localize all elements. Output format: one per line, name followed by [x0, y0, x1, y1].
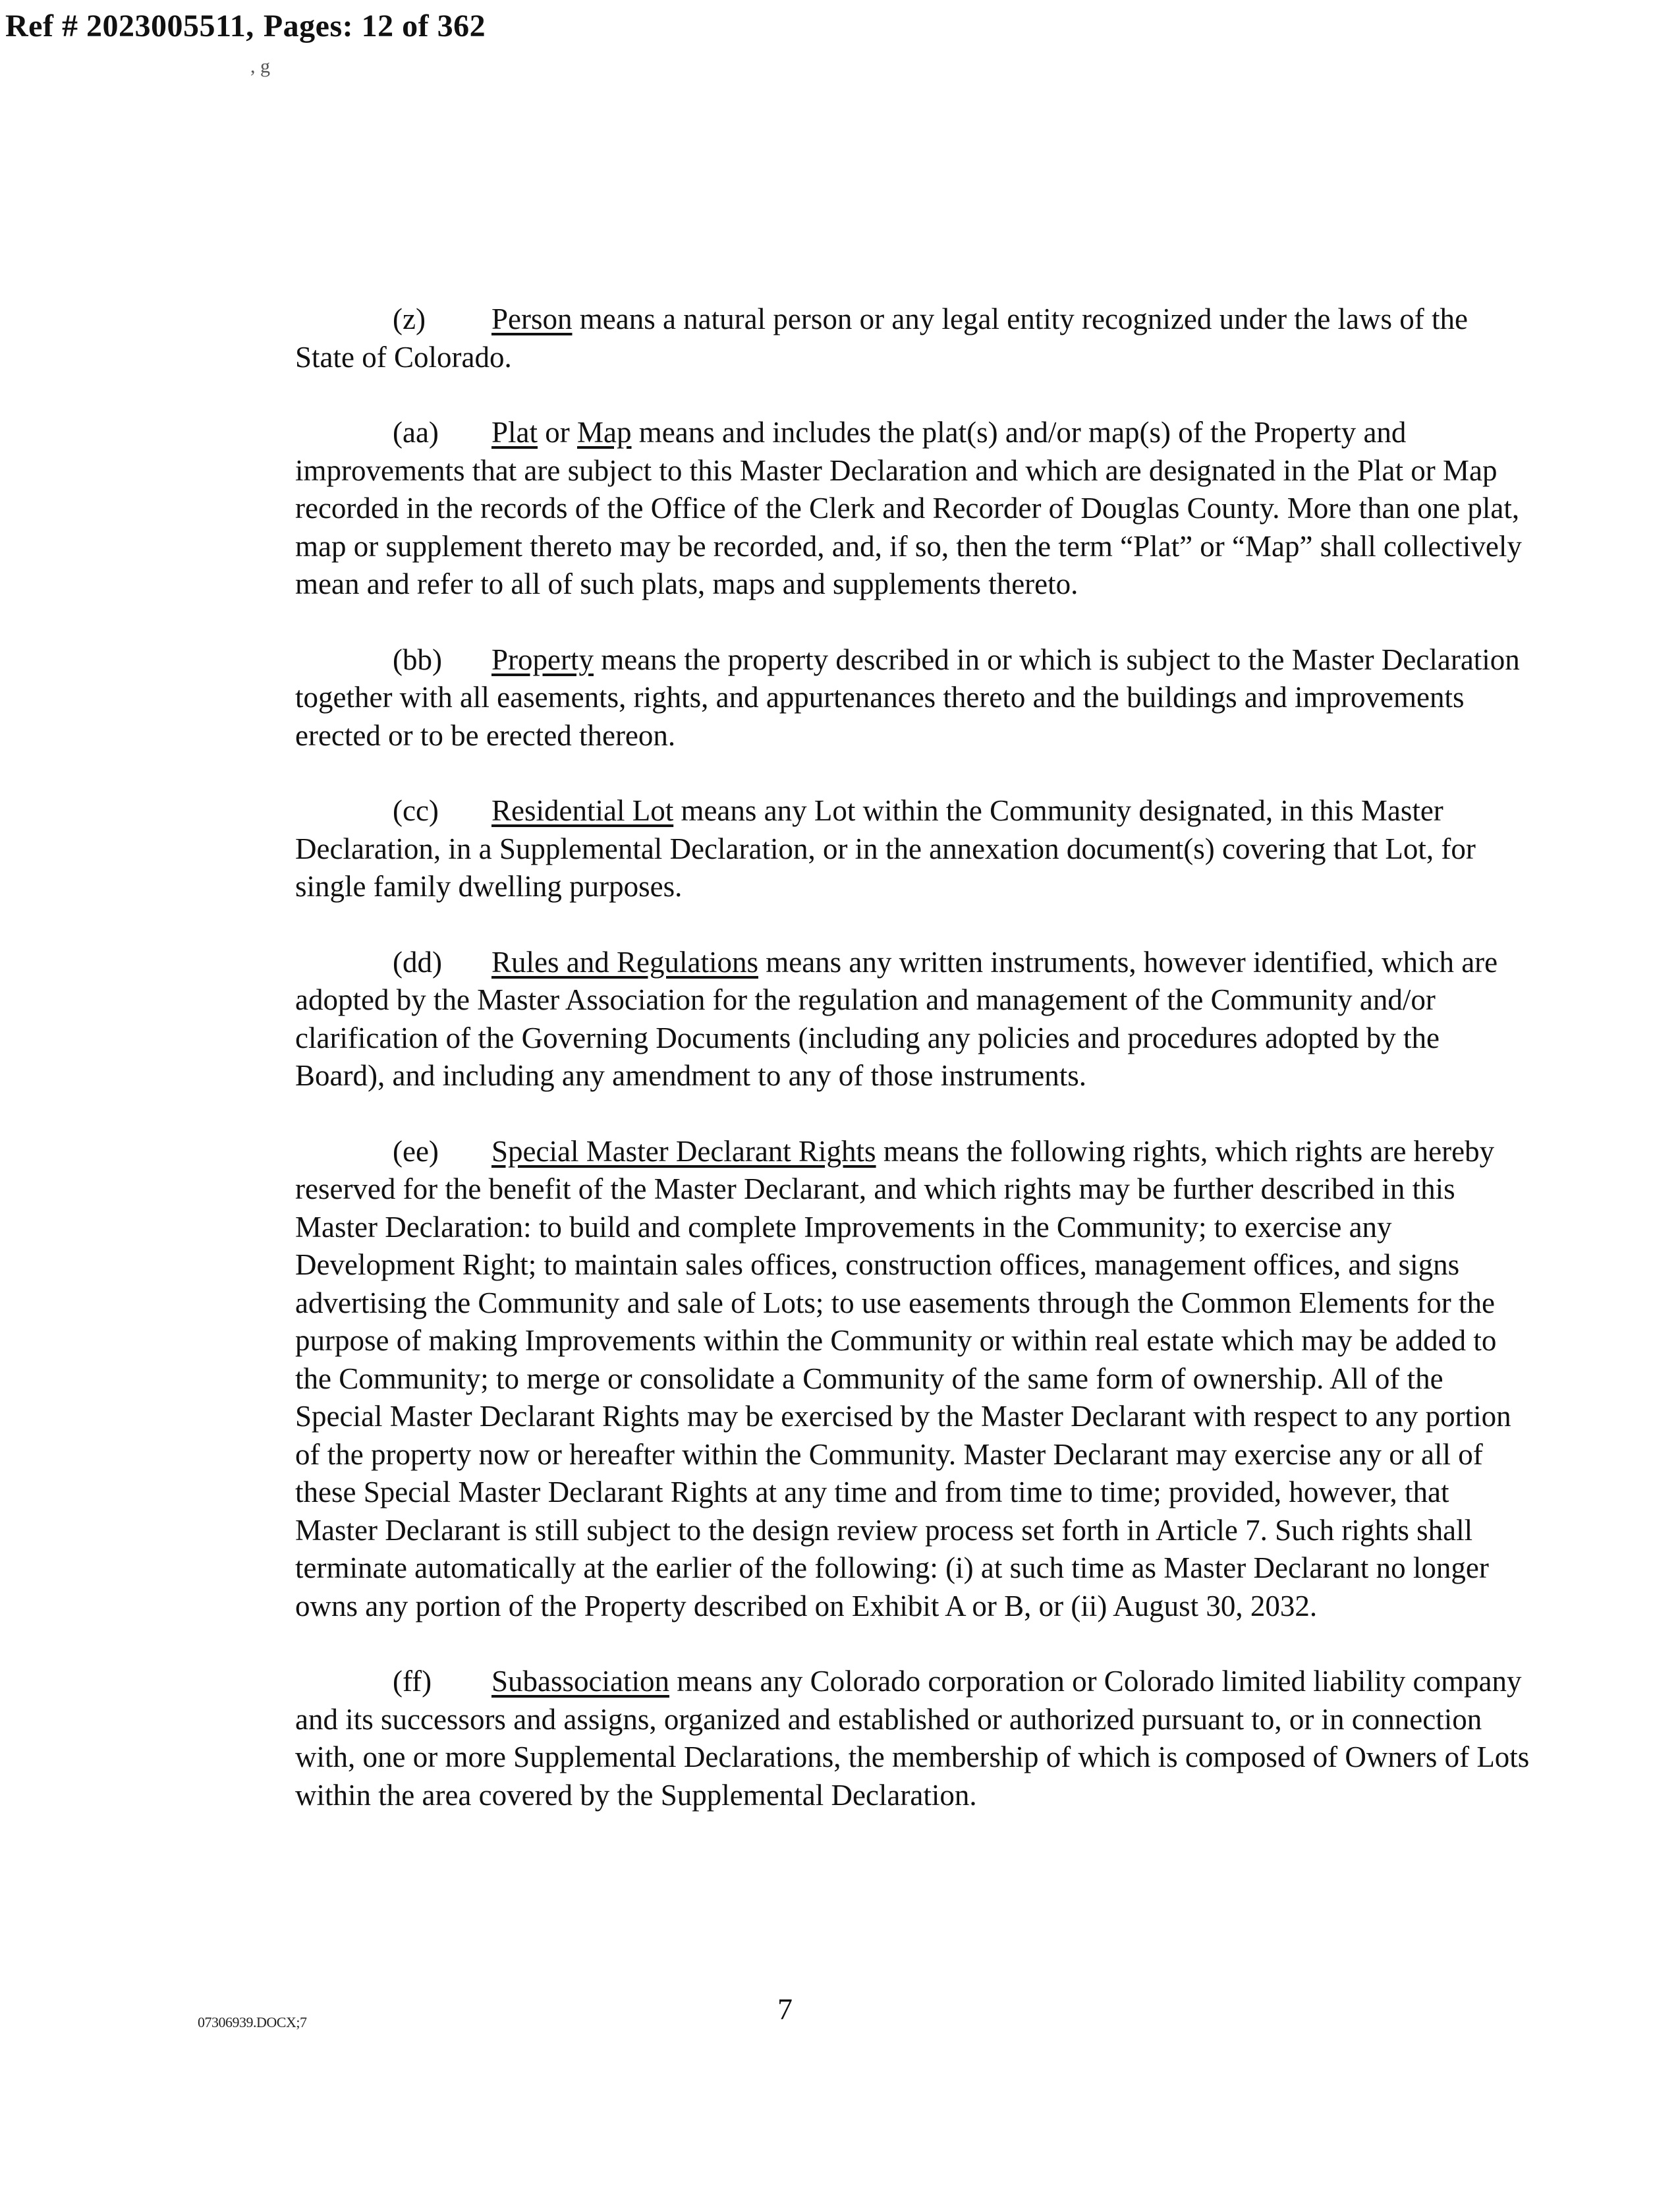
definition-paragraph-dd [295, 944, 1534, 1095]
definitions-body [295, 301, 1534, 1852]
definition-text: means any Lot within the Community designated, in this Master Declaration, in a Supplemental Declaration, or in the annexation document(s) covering that Lot, for single family dwelling purposes. [295, 794, 1476, 903]
definition-paragraph-ff [295, 1663, 1534, 1814]
definition-text: means a natural person or any legal entity recognized under the laws of the State of Colorado. [295, 302, 1468, 374]
paragraph-label: (z) [393, 302, 426, 335]
defined-term: Property [491, 643, 594, 676]
definition-text: means any Colorado corporation or Colorado limited liability company and its successors and assigns, organized and established or authorized pursuant to, or in connection with, one or more Supplemental Declarations, the membership of which is composed of Owners of Lots within the area covered by the Supplemental Declaration. [295, 1665, 1530, 1812]
definition-paragraph-aa [295, 414, 1534, 604]
document-reference-header [5, 8, 486, 44]
defined-term-alt: Map [577, 416, 632, 449]
definition-text: means any written instruments, however identified, which are adopted by the Master Association for the regulation and management of the Community and/or clarification of the Governing Documents (including any policies and procedures adopted by the Board), and including any amendment to any of those instruments. [295, 945, 1498, 1092]
footer-document-id: 07306939.DOCX;7 [198, 2014, 307, 2030]
defined-term: Subassociation [491, 1665, 669, 1698]
defined-term: Special Master Declarant Rights [491, 1134, 876, 1168]
definition-paragraph-bb [295, 641, 1534, 755]
definition-paragraph-ee [295, 1133, 1534, 1626]
definition-text: means and includes the plat(s) and/or map(s) of the Property and improvements that are subject to this Master Declaration and which are designated in the Plat or Map recorded in the records of the Office of the Clerk and Recorder of Douglas County. More than one plat, map or supplement thereto may be recorded, and, if so, then the term “Plat” or “Map” shall collectively mean and refer to all of such plats, maps and supplements thereto. [295, 416, 1522, 600]
paragraph-label: (ff) [393, 1665, 432, 1698]
defined-term: Rules and Regulations [491, 945, 758, 979]
paragraph-label: (aa) [393, 416, 439, 449]
definition-text: means the following rights, which rights are hereby reserved for the benefit of the Master Declarant, and which rights may be further described in this Master Declaration: to build and complete Improvements in the Community; to exercise any Development Right; to maintain sales offices, construction offices, management offices, and signs advertising the Community and sale of Lots; to use easements through the Common Elements for the purpose of making Improvements within the Community or within real estate which may be added to the Community; to merge or consolidate a Community of the same form of ownership. All of the Special Master Declarant Rights may be exercised by the Master Declarant with respect to any portion of the property now or hereafter within the Community. Master Declarant may exercise any or all of these Special Master Declarant Rights at any time and from time to time; provided, however, that Master Declarant is still subject to the design review process set forth in Article 7. Such rights shall terminate automatically at the earlier of the following: (i) at such time as Master Declarant no longer owns any portion of the Property described on Exhibit A or B, or (ii) August 30, 2032. [295, 1134, 1511, 1622]
defined-term: Person [491, 302, 573, 335]
reference-number: Ref # 2023005511, [5, 9, 254, 43]
defined-term: Plat [491, 416, 538, 449]
defined-term: Residential Lot [491, 794, 674, 827]
definition-paragraph-z [295, 301, 1534, 376]
paragraph-label: (cc) [393, 794, 439, 827]
paragraph-label: (bb) [393, 643, 442, 676]
definition-text: means the property described in or which is subject to the Master Declaration together with all easements, rights, and appurtenances thereto and the buildings and improvements erected or to be erected thereon. [295, 643, 1520, 752]
page-count: Pages: 12 of 362 [263, 9, 486, 43]
scan-artifact-text: , g [250, 55, 270, 77]
definition-paragraph-cc [295, 792, 1534, 906]
term-connector: or [538, 416, 578, 449]
paragraph-label: (dd) [393, 945, 442, 979]
paragraph-label: (ee) [393, 1134, 439, 1168]
footer-page-number: 7 [777, 1992, 793, 2026]
